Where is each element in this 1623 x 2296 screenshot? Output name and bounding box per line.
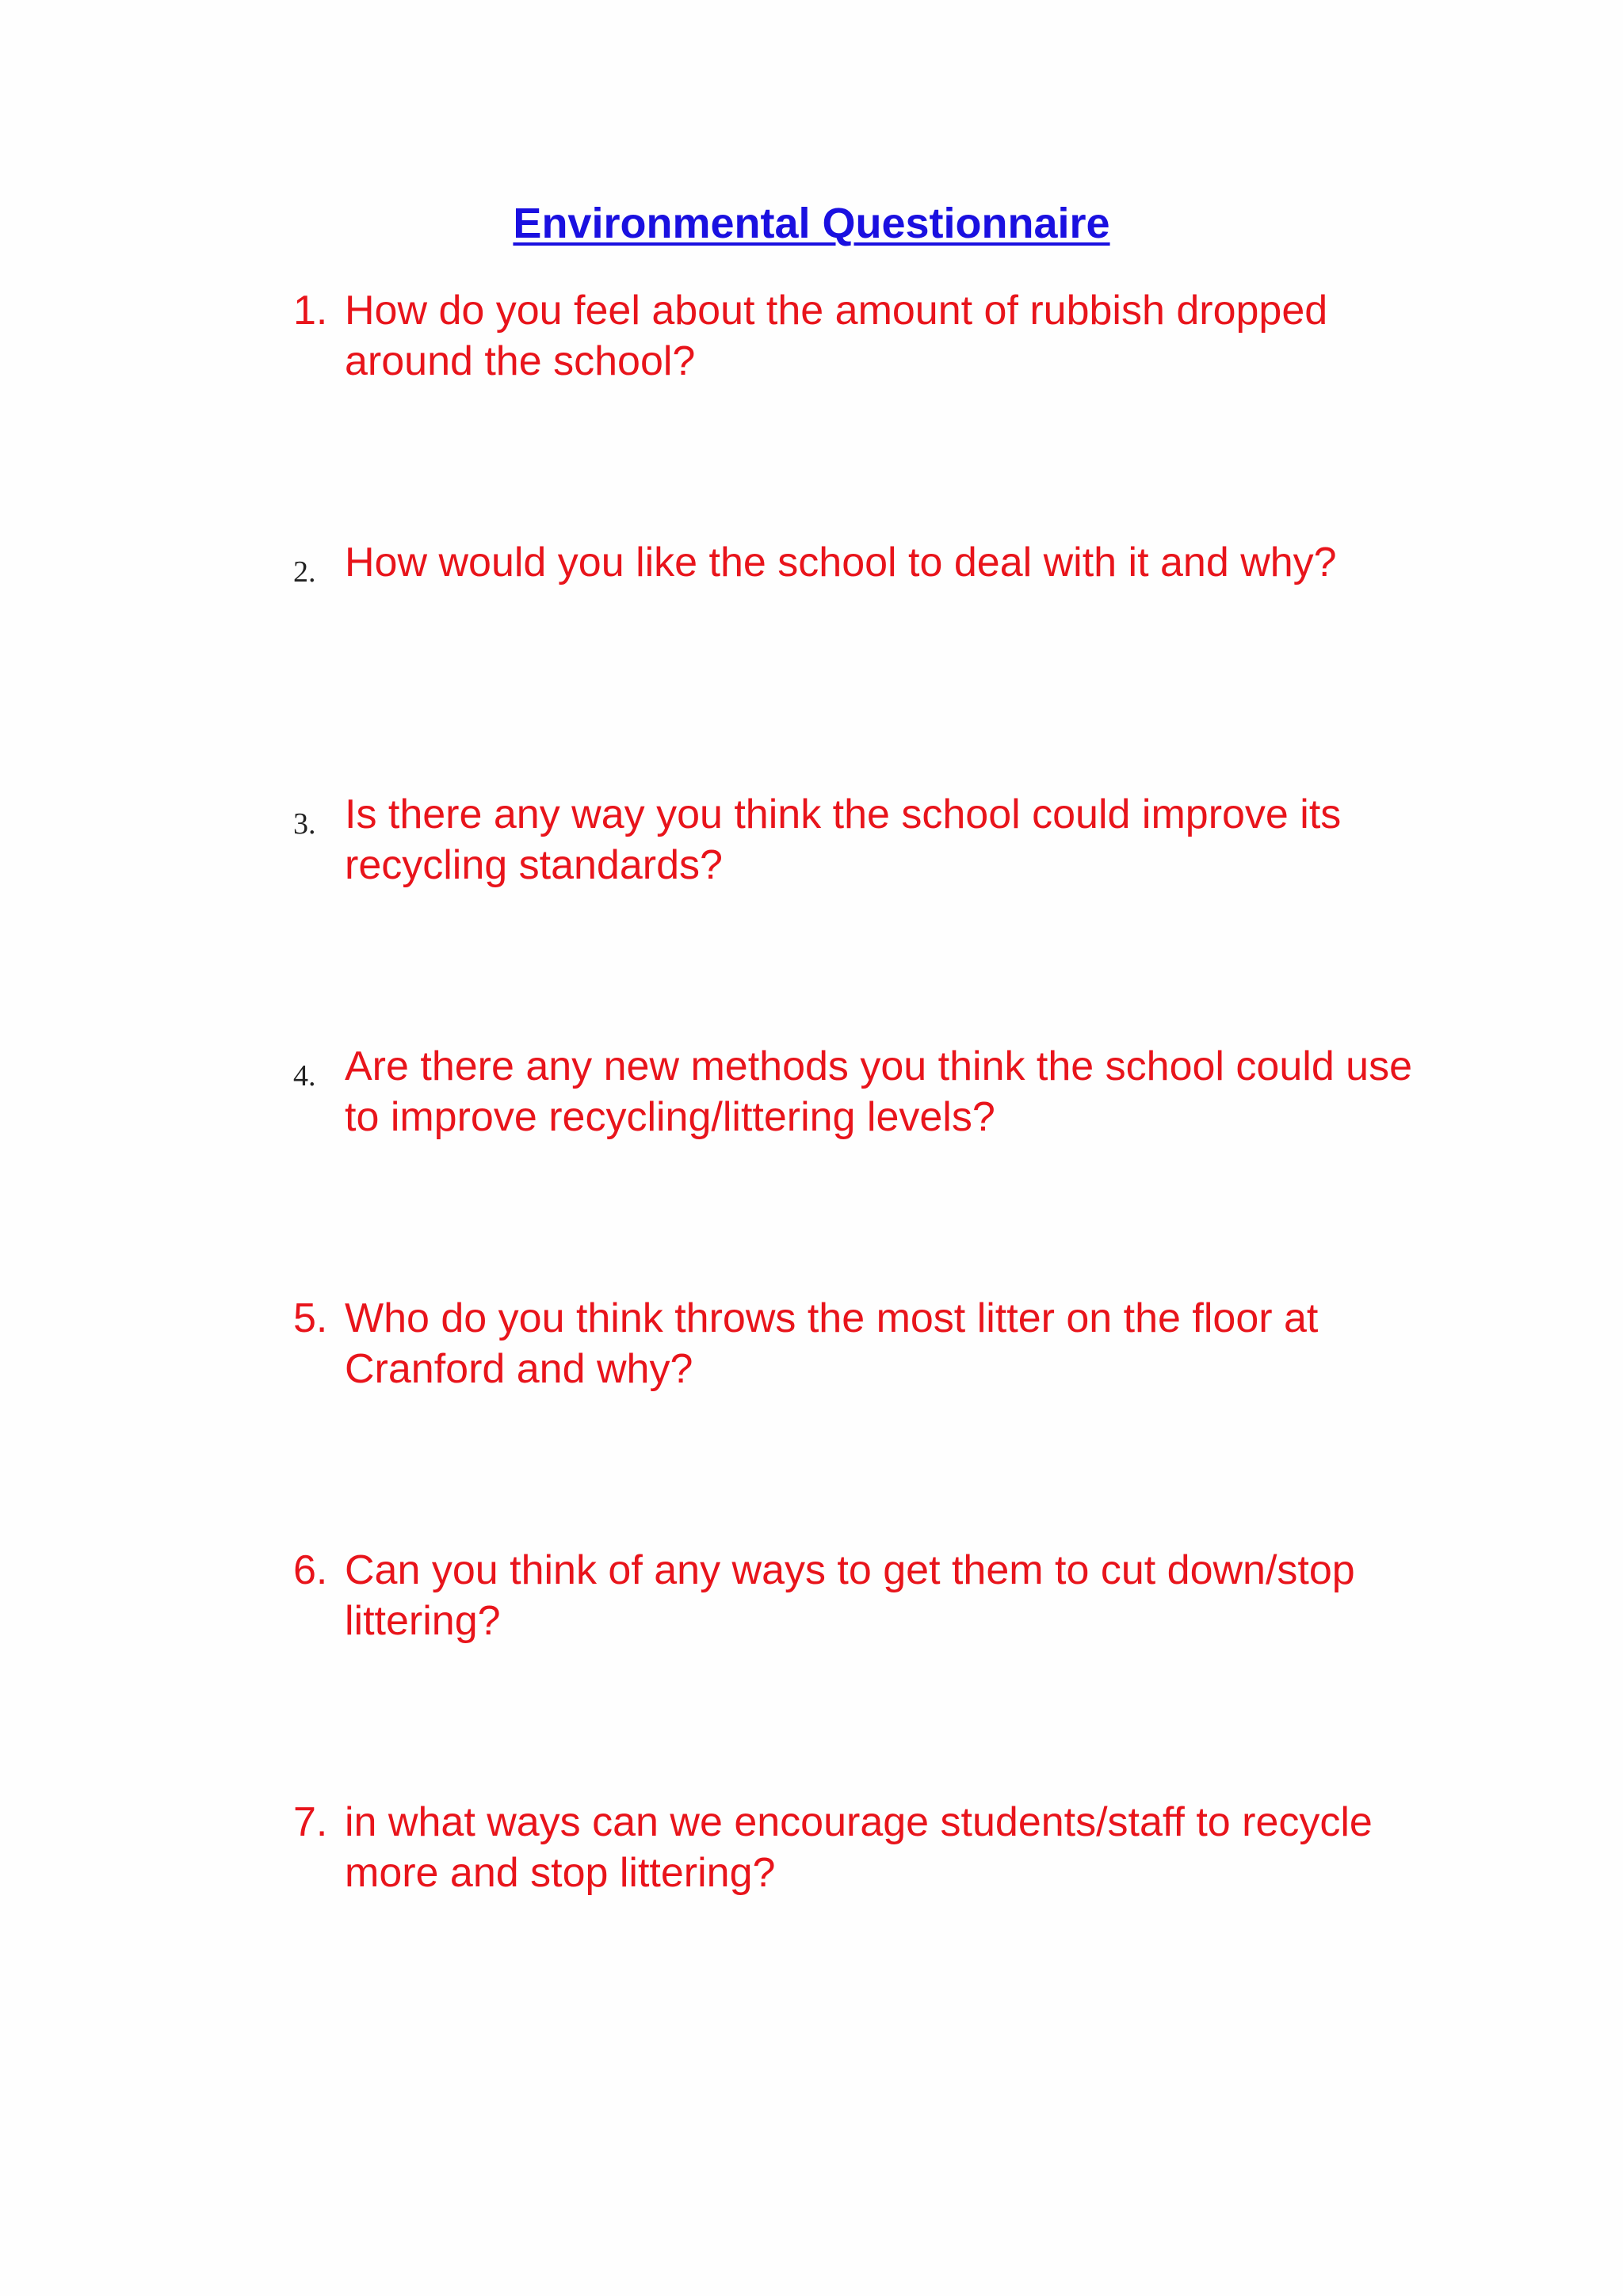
- question-number: 4.: [293, 1059, 316, 1093]
- page-title: Environmental Questionnaire: [513, 200, 1110, 247]
- question-number: 3.: [293, 807, 316, 841]
- question-number: 1.: [293, 288, 328, 334]
- question-text: Are there any new methods you think the school could use to improve recycling/littering levels?: [345, 1043, 1413, 1140]
- question-text: How would you like the school to deal with it and why?: [345, 540, 1337, 585]
- question-number: 7.: [293, 1799, 328, 1845]
- question-number: 2.: [293, 555, 316, 589]
- question-number: 6.: [293, 1547, 328, 1593]
- question-text: Can you think of any ways to get them to cut down/stop littering?: [345, 1547, 1355, 1644]
- question-text: Is there any way you think the school could improve its recycling standards?: [345, 791, 1342, 888]
- question-text: How do you feel about the amount of rubbish dropped around the school?: [345, 288, 1328, 384]
- question-text: in what ways can we encourage students/staff to recycle more and stop littering?: [345, 1799, 1373, 1896]
- question-text: Who do you think throws the most litter on the floor at Cranford and why?: [345, 1295, 1319, 1392]
- question-number: 5.: [293, 1295, 328, 1341]
